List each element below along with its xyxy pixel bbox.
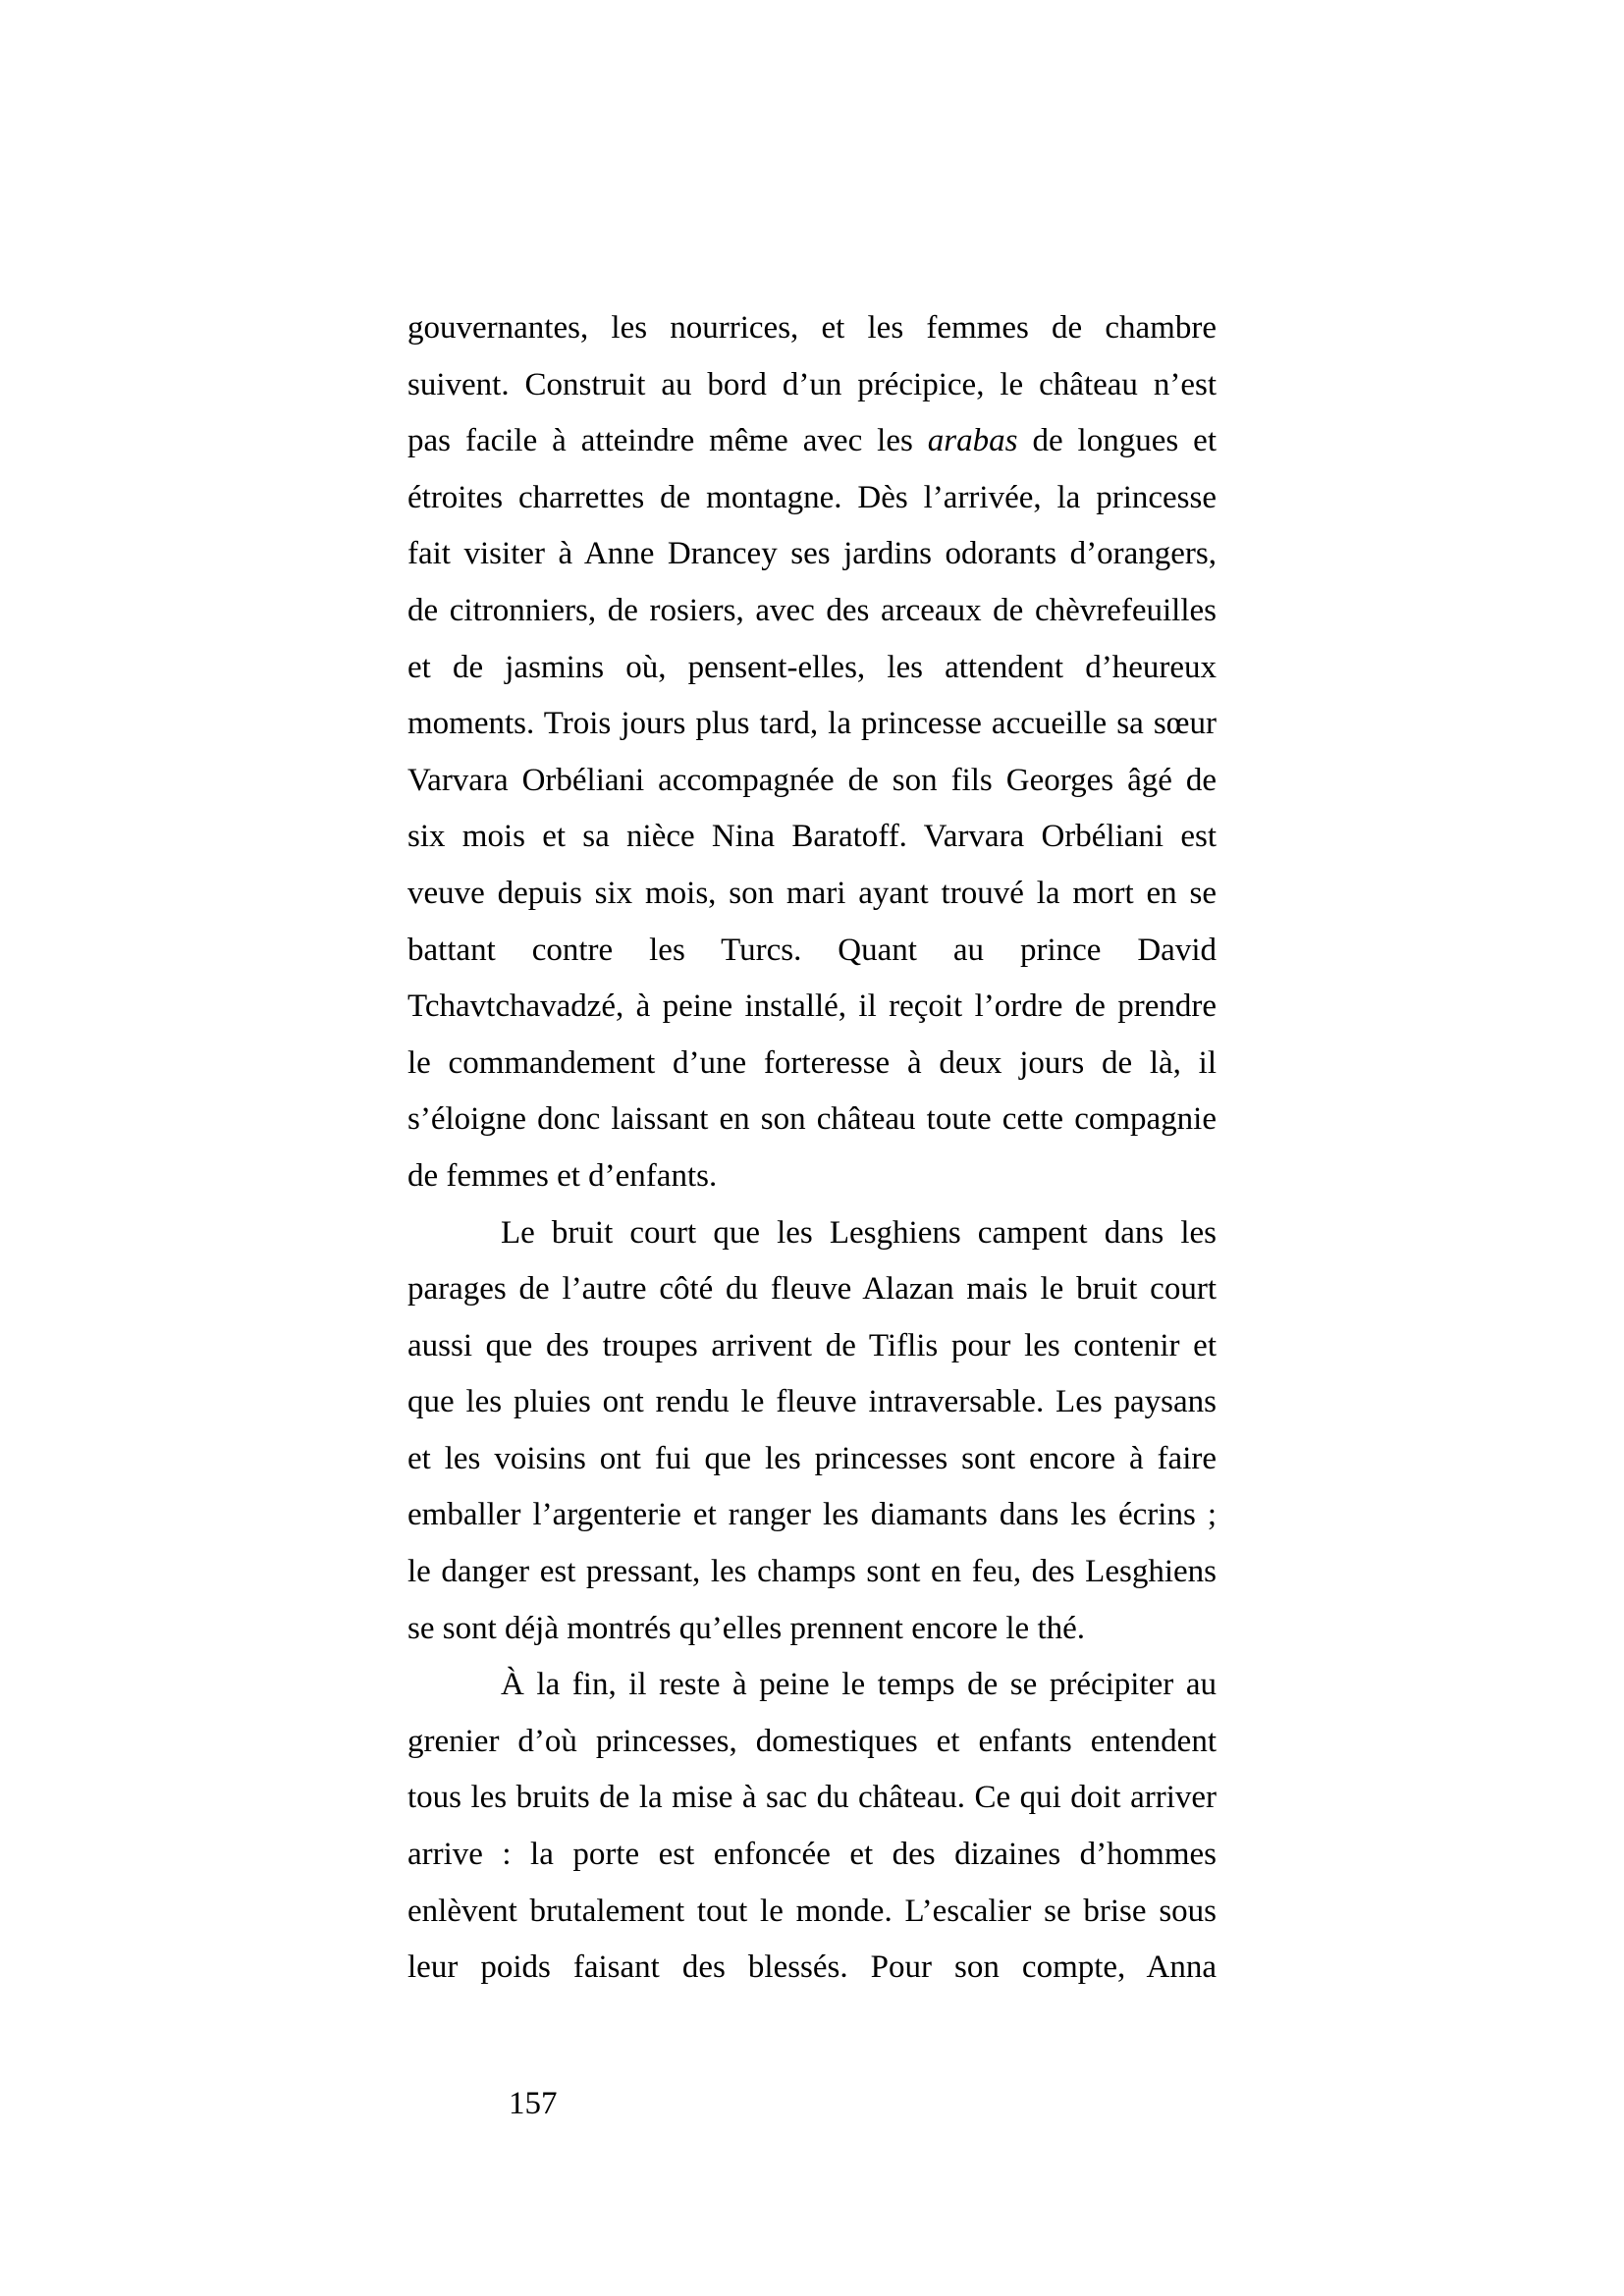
text-line: emballer l’argenterie et ranger les diamants dans les écrins ; [407,1497,1217,1533]
line-segment: de longues et [1017,423,1217,459]
text-line: arrive : la porte est enfoncée et des dizaines d’hommes [407,1837,1217,1873]
text-line: Tchavtchavadzé, à peine installé, il reçoit l’ordre de prendre [407,988,1217,1025]
text-line: aussi que des troupes arrivent de Tiflis pour les contenir et [407,1327,1217,1363]
text-line: enlèvent brutalement tout le monde. L’escalier se brise sous [407,1893,1217,1929]
text-line: grenier d’où princesses, domestiques et enfants entendent [407,1723,1217,1759]
text-line: étroites charrettes de montagne. Dès l’arrivée, la princesse [407,479,1217,515]
text-line: fait visiter à Anne Drancey ses jardins odorants d’orangers, [407,536,1217,572]
text-line: moments. Trois jours plus tard, la princesse accueille sa sœur [407,706,1217,742]
text-line: battant contre les Turcs. Quant au prince David [407,932,1217,968]
body-text [407,300,1217,1997]
text-line: six mois et sa nièce Nina Baratoff. Varvara Orbéliani est [407,819,1217,855]
text-line: se sont déjà montrés qu’elles prennent encore le thé. [407,1610,1086,1646]
text-line: tous les bruits de la mise à sac du château. Ce qui doit arriver [407,1780,1217,1816]
text-line: de femmes et d’enfants. [407,1157,718,1194]
line-segment: pas facile à atteindre même avec les [407,423,928,459]
text-line: veuve depuis six mois, son mari ayant trouvé la mort en se [407,875,1217,911]
text-line: suivent. Construit au bord d’un précipice, le château n’est [407,366,1217,402]
text-line: et de jasmins où, pensent-elles, les attendent d’heureux [407,649,1217,685]
text-line: Varvara Orbéliani accompagnée de son fils Georges âgé de [407,762,1217,798]
text-line: À la fin, il reste à peine le temps de se précipiter au [501,1667,1217,1703]
text-line: Le bruit court que les Lesghiens campent dans les [501,1214,1217,1251]
text-line: leur poids faisant des blessés. Pour son compte, Anna [407,1949,1217,1986]
text-line [407,413,1217,470]
text-line: que les pluies ont rendu le fleuve intraversable. Les paysans [407,1384,1217,1420]
text-line: s’éloigne donc laissant en son château toute cette compagnie [407,1101,1217,1138]
page-number: 157 [509,2086,558,2121]
text-line: le commandement d’une forteresse à deux jours de là, il [407,1044,1217,1081]
text-line: le danger est pressant, les champs sont en feu, des Lesghiens [407,1554,1217,1590]
text-line: de citronniers, de rosiers, avec des arceaux de chèvrefeuilles [407,592,1217,628]
text-line: et les voisins ont fui que les princesses sont encore à faire [407,1440,1217,1476]
text-line: gouvernantes, les nourrices, et les femmes de chambre [407,310,1217,346]
italic-term: arabas [927,423,1018,459]
text-line: parages de l’autre côté du fleuve Alazan mais le bruit court [407,1271,1217,1308]
